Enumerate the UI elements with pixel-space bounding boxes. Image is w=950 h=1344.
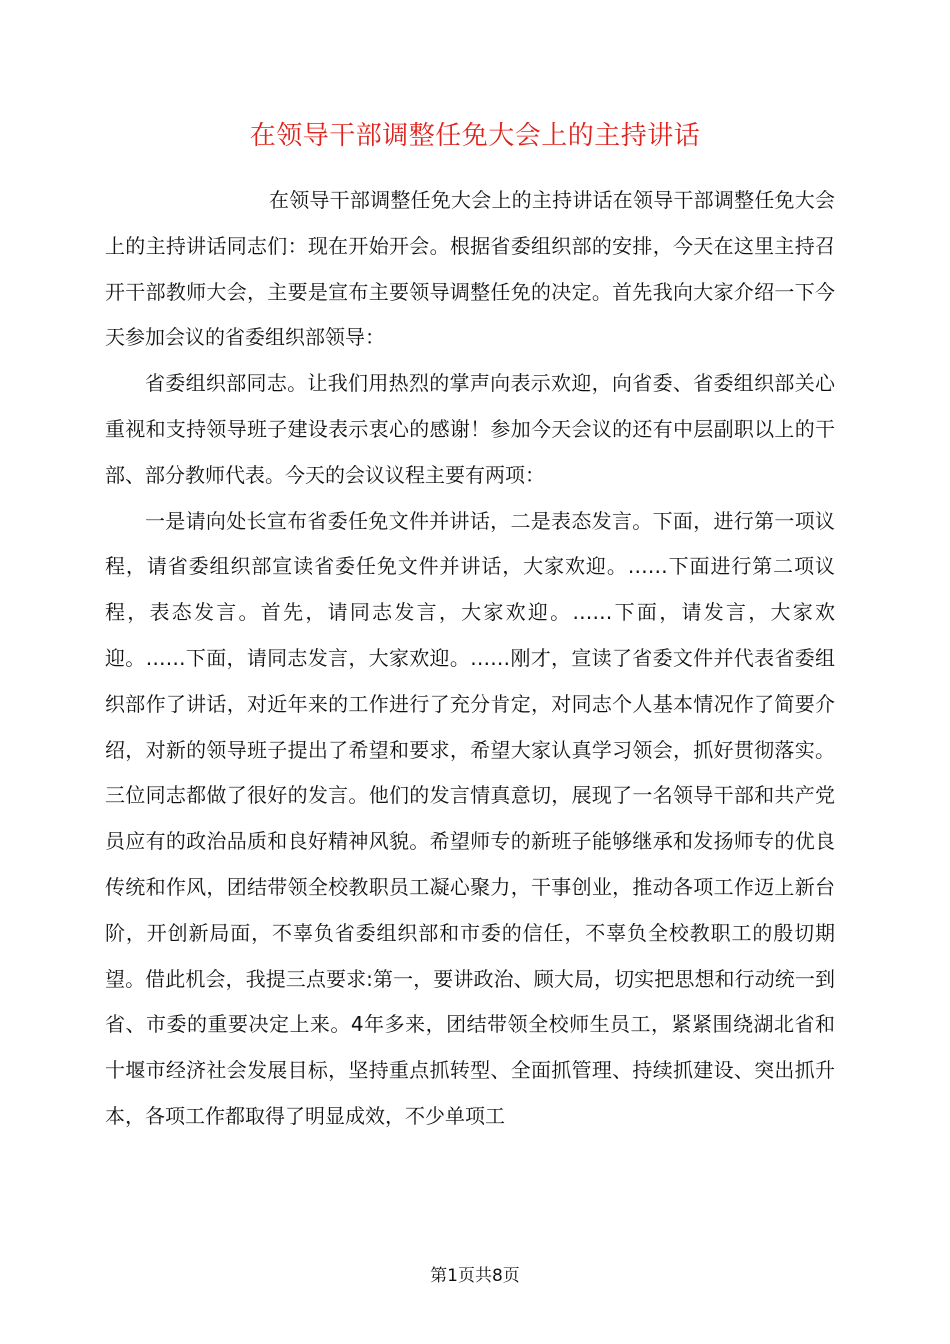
document-body <box>105 178 835 1140</box>
document-title: 在领导干部调整任免大会上的主持讲话 <box>249 121 701 151</box>
page-footer: 第1页共8页 <box>430 1266 520 1286</box>
paragraph-2: 省委组织部同志。让我们用热烈的掌声向表示欢迎，向省委、省委组织部关心重视和支持领导班子建设表示衷心的感谢！参加今天会议的还有中层副职以上的干部、部分教师代表。今天的会议议程主要有两项： <box>105 371 835 487</box>
paragraph-1: 在领导干部调整任免大会上的主持讲话在领导干部调整任免大会上的主持讲话同志们：现在开始开会。根据省委组织部的安排，今天在这里主持召开干部教师大会，主要是宣布主要领导调整任免的决定。首先我向大家介绍一下今天参加会议的省委组织部领导： <box>105 188 835 350</box>
paragraph-3: 一是请向处长宣布省委任免文件并讲话，二是表态发言。下面，进行第一项议程，请省委组织部宣读省委任免文件并讲话，大家欢迎。……下面进行第二项议程，表态发言。首先，请同志发言，大家欢迎。……下面，请发言，大家欢迎。……下面，请同志发言，大家欢迎。……刚才，宣读了省委文件并代表省委组织部作了讲话，对近年来的工作进行了充分肯定，对同志个人基本情况作了简要介绍，对新的领导班子提出了希望和要求，希望大家认真学习领会，抓好贯彻落实。三位同志都做了很好的发言。他们的发言情真意切，展现了一名领导干部和共产党员应有的政治品质和良好精神风貌。希望师专的新班子能够继承和发扬师专的优良传统和作风，团结带领全校教职员工凝心聚力，干事创业，推动各项工作迈上新台阶，开创新局面，不辜负省委组织部和市委的信任，不辜负全校教职工的殷切期望。借此机会，我提三点要求:第一，要讲政治、顾大局，切实把思想和行动统一到省、市委的重要决定上来。4年多来，团结带领全校师生员工，紧紧围绕湖北省和十堰市经济社会发展目标，坚持重点抓转型、全面抓管理、持续抓建设、突出抓升本，各项工作都取得了明显成效，不少单项工 <box>105 508 835 1128</box>
